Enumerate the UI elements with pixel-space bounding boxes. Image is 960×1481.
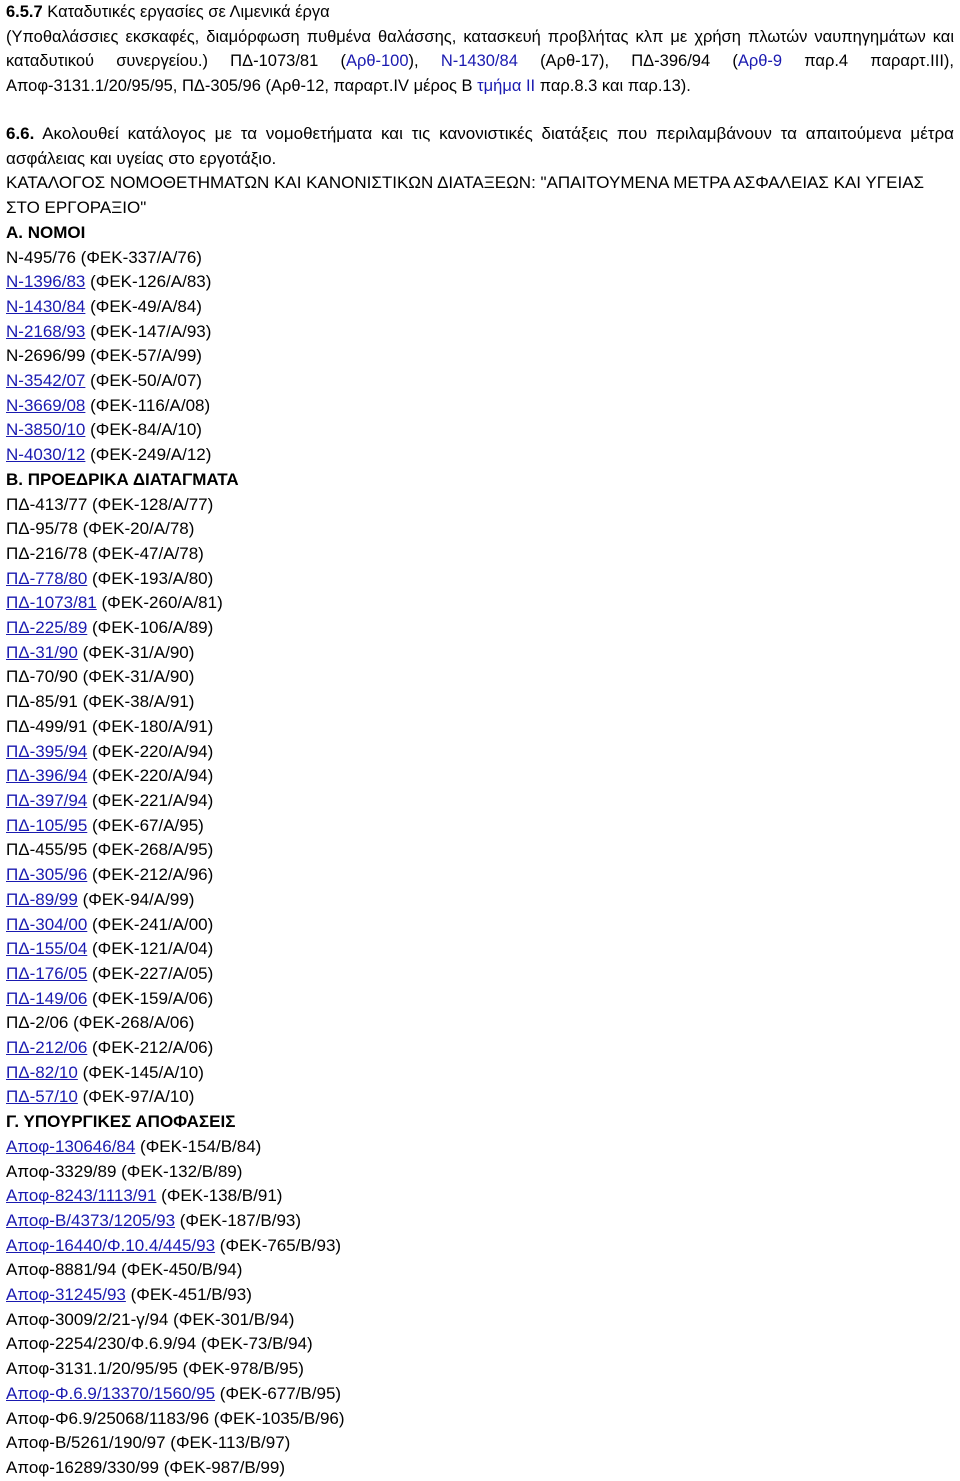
gazette-reference: (ΦΕΚ-73/Β/94) [196,1334,313,1354]
gazette-reference: (ΦΕΚ-67/Α/95) [87,815,204,835]
list-section-title: Β. ΠΡΟΕΔΡΙΚΑ ΔΙΑΤΑΓΜΑΤΑ [6,469,239,489]
list-item [6,591,954,616]
list-item [6,1382,954,1407]
gazette-reference: (ΦΕΚ-159/Α/06) [87,988,214,1008]
legislation-list [6,221,954,1481]
legislation-link[interactable]: ΠΔ-149/06 [6,988,88,1008]
legislation-code: Ν-495/76 [6,247,76,267]
gazette-reference: (ΦΕΚ-84/Α/10) [85,420,202,440]
list-item [6,270,954,295]
legislation-code: Αποφ-Β/5261/190/97 [6,1433,166,1453]
list-item [6,1431,954,1456]
gazette-reference: (ΦΕΚ-987/Β/99) [158,1457,285,1477]
gazette-reference: (ΦΕΚ-451/Β/93) [125,1285,252,1305]
list-section-title: Γ. ΥΠΟΥΡΓΙΚΕΣ ΑΠΟΦΑΣΕΙΣ [6,1112,236,1132]
legislation-link[interactable]: Ν-3669/08 [6,395,86,415]
paragraph-text: παρ.8.3 και παρ.13). [535,76,691,95]
paragraph-text: ), [408,52,441,70]
catalog-title: ΚΑΤΑΛΟΓΟΣ ΝΟΜΟΘΕΤΗΜΑΤΩΝ ΚΑΙ ΚΑΝΟΝΙΣΤΙΚΩΝ ΔΙΑΤΑΞΕΩΝ: "ΑΠΑΙΤΟΥΜΕΝΑ ΜΕΤΡΑ ΑΣΦΑΛΕΙΑΣ ΚΑΙ ΥΓΕΙΑΣ ΣΤΟ ΕΡΓΟΡΑΞΙΟ" [6,173,925,218]
paragraph-text: (Αρθ-17), ΠΔ-396/94 ( [517,52,738,70]
list-item [6,616,954,641]
list-item [6,1184,954,1209]
legislation-link[interactable]: Ν-3850/10 [6,420,86,440]
list-item [6,493,954,518]
legislation-link[interactable]: Ν-4030/12 [6,445,86,465]
gazette-reference: (ΦΕΚ-121/Α/04) [87,939,214,959]
legislation-code: Αποφ-3329/89 [6,1161,117,1181]
legislation-link[interactable]: ΠΔ-397/94 [6,790,88,810]
list-item [6,715,954,740]
legislation-link[interactable]: Αποφ-8243/1113/91 [6,1186,157,1206]
gazette-reference: (ΦΕΚ-94/Α/99) [77,889,195,909]
gazette-reference: (ΦΕΚ-180/Α/91) [87,716,214,736]
list-item [6,1011,954,1036]
list-item [6,1061,954,1086]
legislation-link[interactable]: ΠΔ-155/04 [6,939,88,959]
list-item [6,764,954,789]
gazette-reference: (ΦΕΚ-241/Α/00) [87,914,214,934]
legislation-link[interactable]: ΠΔ-396/94 [6,766,88,786]
list-section-title: Α. ΝΟΜΟΙ [6,222,86,242]
list-item [6,814,954,839]
legislation-link[interactable]: ΠΔ-225/89 [6,618,88,638]
legislation-code: ΠΔ-2/06 [6,1013,69,1033]
legislation-link[interactable]: Αποφ-16440/Φ.10.4/445/93 [6,1235,216,1255]
intro-number: 6.6. [6,124,35,143]
list-item [6,740,954,765]
list-item [6,1135,954,1160]
legislation-link[interactable]: ΠΔ-395/94 [6,741,88,761]
list-item [6,1234,954,1259]
list-item [6,246,954,271]
gazette-reference: (ΦΕΚ-301/Β/94) [168,1309,295,1329]
list-item [6,641,954,666]
gazette-reference: (ΦΕΚ-227/Α/05) [87,963,214,983]
gazette-reference: (ΦΕΚ-212/Α/06) [87,1038,214,1058]
legislation-link[interactable]: ΠΔ-176/05 [6,963,88,983]
legislation-code: ΠΔ-216/78 [6,543,88,563]
gazette-reference: (ΦΕΚ-97/Α/10) [77,1087,195,1107]
gazette-reference: (ΦΕΚ-978/Β/95) [177,1359,304,1379]
legislation-code: Αποφ-8881/94 [6,1260,117,1280]
gazette-reference: (ΦΕΚ-126/Α/83) [85,272,212,292]
reference-link[interactable]: Αρθ-100 [345,52,409,70]
spacer [6,98,954,122]
list-item [6,1085,954,1110]
gazette-reference: (ΦΕΚ-154/Β/84) [135,1136,262,1156]
reference-link[interactable]: Αρθ-9 [737,52,783,70]
paragraph-text: (Υποθαλάσσιες εκσκαφές, διαμόρφωση πυθμένα θαλάσσης, κατασκευή προβλήτας κλπ με χρήση πλωτών ναυπηγημάτων και καταδυτικού συνεργείου.) ΠΔ-1073/81 ( [6,27,954,70]
legislation-link[interactable]: Ν-1396/83 [6,272,86,292]
list-item [6,517,954,542]
list-item [6,295,954,320]
legislation-link[interactable]: Αποφ-Β/4373/1205/93 [6,1210,176,1230]
list-item [6,1209,954,1234]
section-6-6 [6,122,954,1481]
section-paragraph [6,25,954,99]
list-item [6,567,954,592]
legislation-link[interactable]: ΠΔ-212/06 [6,1038,88,1058]
legislation-code: ΠΔ-85/91 [6,692,78,712]
list-item [6,443,954,468]
legislation-link[interactable]: ΠΔ-305/96 [6,865,88,885]
gazette-reference: (ΦΕΚ-221/Α/94) [87,790,214,810]
list-item [6,913,954,938]
legislation-link[interactable]: ΠΔ-57/10 [6,1087,78,1107]
list-item [6,937,954,962]
gazette-reference: (ΦΕΚ-147/Α/93) [85,321,212,341]
legislation-code: ΠΔ-455/95 [6,840,88,860]
gazette-reference: (ΦΕΚ-260/Α/81) [96,593,223,613]
legislation-link[interactable]: Αποφ-130646/84 [6,1136,136,1156]
gazette-reference: (ΦΕΚ-337/Α/76) [75,247,202,267]
legislation-link[interactable]: Ν-1430/84 [6,296,86,316]
gazette-reference: (ΦΕΚ-145/Α/10) [77,1062,204,1082]
list-item [6,1258,954,1283]
list-item [6,320,954,345]
list-item [6,1332,954,1357]
legislation-code: Αποφ-2254/230/Φ.6.9/94 [6,1334,197,1354]
list-item [6,1357,954,1382]
gazette-reference: (ΦΕΚ-212/Α/96) [87,865,214,885]
legislation-code: ΠΔ-95/78 [6,519,78,539]
gazette-reference: (ΦΕΚ-268/Α/06) [68,1013,195,1033]
legislation-link[interactable]: ΠΔ-1073/81 [6,593,97,613]
legislation-link[interactable]: Αποφ-Φ.6.9/13370/1560/95 [6,1383,216,1403]
gazette-reference: (ΦΕΚ-38/Α/91) [77,692,195,712]
reference-link[interactable]: τμήμα ΙΙ [477,76,536,95]
gazette-reference: (ΦΕΚ-50/Α/07) [85,371,202,391]
legislation-link[interactable]: ΠΔ-304/00 [6,914,88,934]
legislation-link[interactable]: ΠΔ-105/95 [6,815,88,835]
gazette-reference: (ΦΕΚ-128/Α/77) [87,494,214,514]
list-item [6,1283,954,1308]
gazette-reference: (ΦΕΚ-193/Α/80) [87,568,214,588]
legislation-link[interactable]: ΠΔ-778/80 [6,568,88,588]
list-item [6,1456,954,1481]
list-item [6,690,954,715]
list-item [6,1308,954,1333]
gazette-reference: (ΦΕΚ-113/Β/97) [165,1433,291,1453]
list-item [6,863,954,888]
legislation-code: ΠΔ-499/91 [6,716,88,736]
list-item [6,418,954,443]
gazette-reference: (ΦΕΚ-106/Α/89) [87,618,214,638]
list-item [6,394,954,419]
gazette-reference: (ΦΕΚ-765/Β/93) [215,1235,342,1255]
legislation-link[interactable]: Αποφ-31245/93 [6,1285,126,1305]
gazette-reference: (ΦΕΚ-31/Α/90) [77,642,195,662]
list-item [6,344,954,369]
legislation-code: ΠΔ-70/90 [6,667,78,687]
section-number: 6.5.7 [6,3,43,21]
list-item [6,789,954,814]
paragraph-text: παρ.4 παραρτ.III), Αποφ-3131.1/20/95/95, ΠΔ-305/96 (Αρθ-12, παραρτ.IV μέρος Β [6,52,954,95]
gazette-reference: (ΦΕΚ-220/Α/94) [87,766,214,786]
list-item [6,1160,954,1185]
list-item [6,1036,954,1061]
section-title: Καταδυτικές εργασίες σε Λιμενικά έργα [42,3,330,21]
section-heading [6,0,954,25]
section-6-5-7 [6,0,954,98]
legislation-code: Αποφ-3009/2/21-γ/94 [6,1309,169,1329]
gazette-reference: (ΦΕΚ-116/Α/08) [85,395,211,415]
list-item [6,962,954,987]
gazette-reference: (ΦΕΚ-220/Α/94) [87,741,214,761]
reference-link[interactable]: Ν-1430/84 [440,52,518,70]
gazette-reference: (ΦΕΚ-132/Β/89) [116,1161,243,1181]
legislation-link[interactable]: ΠΔ-82/10 [6,1062,78,1082]
intro-text: Ακολουθεί κατάλογος με τα νομοθετήματα και τις κανονιστικές διατάξεις που περιλαμβάνουν τα απαιτούμενα μέτρα ασφάλειας και υγείας στο εργοτάξιο. [6,124,954,168]
legislation-code: Αποφ-3131.1/20/95/95 [6,1359,178,1379]
list-item [6,665,954,690]
legislation-code: Ν-2696/99 [6,346,86,366]
legislation-link[interactable]: ΠΔ-31/90 [6,642,78,662]
legislation-link[interactable]: ΠΔ-89/99 [6,889,78,909]
gazette-reference: (ΦΕΚ-20/Α/78) [77,519,195,539]
gazette-reference: (ΦΕΚ-1035/Β/96) [209,1408,345,1428]
gazette-reference: (ΦΕΚ-49/Α/84) [85,296,202,316]
list-item [6,987,954,1012]
gazette-reference: (ΦΕΚ-31/Α/90) [77,667,195,687]
list-item [6,888,954,913]
gazette-reference: (ΦΕΚ-249/Α/12) [85,445,212,465]
legislation-code: Αποφ-Φ6.9/25068/1183/96 [6,1408,210,1428]
gazette-reference: (ΦΕΚ-268/Α/95) [87,840,214,860]
gazette-reference: (ΦΕΚ-450/Β/94) [116,1260,243,1280]
list-item [6,542,954,567]
legislation-link[interactable]: Ν-3542/07 [6,371,86,391]
list-item [6,1407,954,1432]
gazette-reference: (ΦΕΚ-57/Α/99) [85,346,202,366]
gazette-reference: (ΦΕΚ-677/Β/95) [215,1383,342,1403]
legislation-code: Αποφ-16289/330/99 [6,1457,159,1477]
legislation-code: ΠΔ-413/77 [6,494,88,514]
gazette-reference: (ΦΕΚ-138/Β/91) [156,1186,283,1206]
gazette-reference: (ΦΕΚ-187/Β/93) [175,1210,302,1230]
gazette-reference: (ΦΕΚ-47/Α/78) [87,543,204,563]
list-item [6,369,954,394]
intro-paragraph [6,122,954,171]
legislation-link[interactable]: Ν-2168/93 [6,321,86,341]
list-item [6,838,954,863]
